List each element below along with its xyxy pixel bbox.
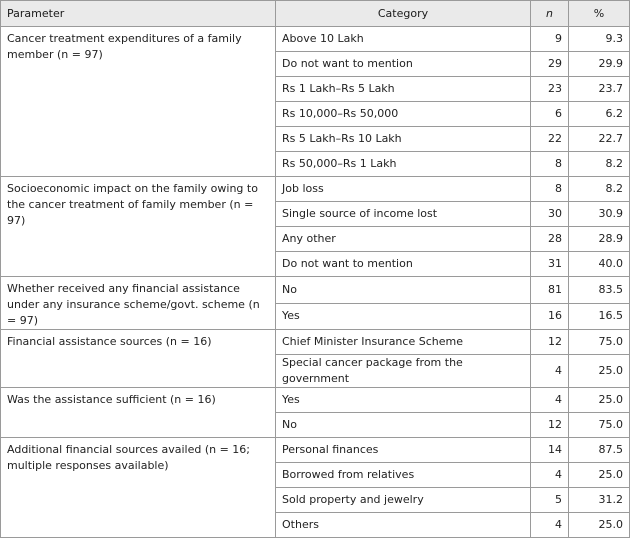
table-row: [1, 277, 630, 304]
parameter-cell: Whether received any financial assistance under any insurance scheme/govt. scheme (n = 97): [1, 277, 276, 330]
table-row: [1, 177, 630, 202]
percent-cell: 29.9: [569, 52, 630, 77]
category-cell: Any other: [276, 227, 531, 252]
category-cell: Do not want to mention: [276, 52, 531, 77]
category-cell: Sold property and jewelry: [276, 488, 531, 513]
n-cell: 6: [531, 102, 569, 127]
category-cell: Do not want to mention: [276, 252, 531, 277]
table-row: [1, 330, 630, 355]
category-cell: Single source of income lost: [276, 202, 531, 227]
percent-cell: 9.3: [569, 27, 630, 52]
percent-cell: 23.7: [569, 77, 630, 102]
percent-cell: 25.0: [569, 388, 630, 413]
percent-cell: 25.0: [569, 513, 630, 538]
header-n: n: [531, 1, 569, 27]
n-cell: 8: [531, 152, 569, 177]
category-cell: Others: [276, 513, 531, 538]
percent-cell: 25.0: [569, 463, 630, 488]
category-cell: Chief Minister Insurance Scheme: [276, 330, 531, 355]
parameter-cell: Socioeconomic impact on the family owing to the cancer treatment of family member (n = 97): [1, 177, 276, 277]
n-cell: 8: [531, 177, 569, 202]
category-cell: Rs 50,000–Rs 1 Lakh: [276, 152, 531, 177]
percent-cell: 6.2: [569, 102, 630, 127]
category-cell: Job loss: [276, 177, 531, 202]
category-cell: Yes: [276, 388, 531, 413]
percent-cell: 40.0: [569, 252, 630, 277]
table-row: [1, 438, 630, 463]
n-cell: 4: [531, 463, 569, 488]
category-cell: No: [276, 277, 531, 304]
n-cell: 16: [531, 303, 569, 330]
header-row: [1, 1, 630, 27]
category-cell: Borrowed from relatives: [276, 463, 531, 488]
percent-cell: 75.0: [569, 330, 630, 355]
table-row: [1, 388, 630, 413]
category-cell: Above 10 Lakh: [276, 27, 531, 52]
n-cell: 4: [531, 513, 569, 538]
header-parameter: Parameter: [1, 1, 276, 27]
percent-cell: 87.5: [569, 438, 630, 463]
n-cell: 5: [531, 488, 569, 513]
n-cell: 4: [531, 355, 569, 388]
parameter-cell: Additional financial sources availed (n = 16; multiple responses available): [1, 438, 276, 538]
percent-cell: 28.9: [569, 227, 630, 252]
n-cell: 12: [531, 330, 569, 355]
n-cell: 30: [531, 202, 569, 227]
parameter-cell: Financial assistance sources (n = 16): [1, 330, 276, 388]
n-cell: 14: [531, 438, 569, 463]
n-cell: 23: [531, 77, 569, 102]
percent-cell: 25.0: [569, 355, 630, 388]
n-cell: 29: [531, 52, 569, 77]
category-cell: Personal finances: [276, 438, 531, 463]
category-cell: Special cancer package from the government: [276, 355, 531, 388]
parameter-cell: Was the assistance sufficient (n = 16): [1, 388, 276, 438]
n-cell: 12: [531, 413, 569, 438]
table-row: [1, 27, 630, 52]
category-cell: Rs 5 Lakh–Rs 10 Lakh: [276, 127, 531, 152]
n-cell: 22: [531, 127, 569, 152]
header-percent: %: [569, 1, 630, 27]
category-cell: No: [276, 413, 531, 438]
percent-cell: 31.2: [569, 488, 630, 513]
header-category: Category: [276, 1, 531, 27]
percent-cell: 8.2: [569, 177, 630, 202]
percent-cell: 75.0: [569, 413, 630, 438]
n-cell: 28: [531, 227, 569, 252]
n-cell: 31: [531, 252, 569, 277]
category-cell: Yes: [276, 303, 531, 330]
category-cell: Rs 1 Lakh–Rs 5 Lakh: [276, 77, 531, 102]
n-cell: 4: [531, 388, 569, 413]
n-cell: 81: [531, 277, 569, 304]
percent-cell: 83.5: [569, 277, 630, 304]
category-cell: Rs 10,000–Rs 50,000: [276, 102, 531, 127]
percent-cell: 16.5: [569, 303, 630, 330]
n-cell: 9: [531, 27, 569, 52]
parameter-cell: Cancer treatment expenditures of a family member (n = 97): [1, 27, 276, 177]
percent-cell: 30.9: [569, 202, 630, 227]
percent-cell: 8.2: [569, 152, 630, 177]
percent-cell: 22.7: [569, 127, 630, 152]
